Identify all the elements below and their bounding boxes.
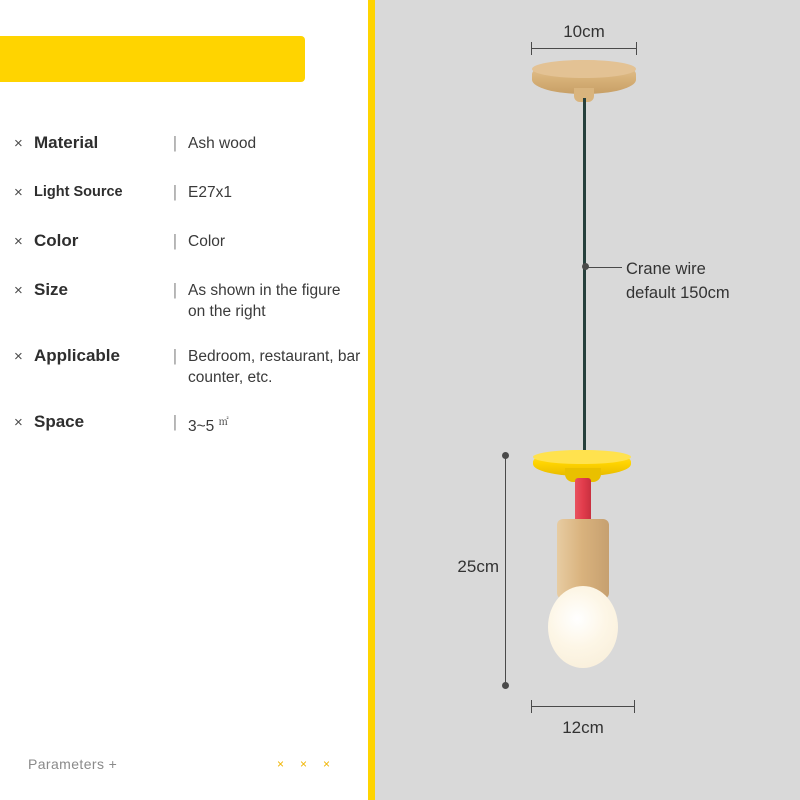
- callout-line: [586, 267, 622, 268]
- product-diagram-panel: [375, 0, 800, 800]
- spec-value-space-unit: ㎡: [218, 417, 229, 428]
- dimension-label-bottom: 12cm: [562, 718, 604, 737]
- spec-value-applicable: Bedroom, restaurant, bar counter, etc.: [188, 348, 361, 386]
- dimension-line-top: [531, 48, 637, 49]
- spec-label-light-source: Light Source: [34, 184, 123, 200]
- specification-list: [14, 130, 364, 458]
- spec-value-space: [188, 409, 229, 437]
- spec-label-color: Color: [34, 231, 79, 250]
- dimension-line-vertical: [505, 455, 506, 686]
- spec-divider: |: [172, 346, 178, 365]
- cross-icon: ×: [14, 135, 23, 152]
- spec-divider: |: [172, 412, 178, 431]
- spec-row-size: [14, 277, 364, 322]
- cross-icon: ×: [14, 233, 23, 250]
- cross-icon: ×: [14, 348, 23, 365]
- spec-row-applicable: [14, 343, 364, 388]
- spec-label-material: Material: [34, 133, 99, 152]
- vertical-separator: [368, 0, 375, 800]
- spec-value-light-source: E27x1: [188, 184, 232, 201]
- dot-icon-2: ×: [299, 757, 307, 771]
- spec-row-color: [14, 228, 364, 256]
- dot-icon-1: ×: [276, 757, 284, 771]
- cross-icon: ×: [14, 282, 23, 299]
- cross-icon: ×: [14, 414, 23, 431]
- spec-divider: |: [172, 133, 178, 152]
- hanging-wire: [583, 98, 586, 450]
- callout-crane-wire-line1: Crane wire: [626, 260, 706, 278]
- yellow-canopy-plate-top: [533, 450, 631, 464]
- spec-row-space: [14, 409, 364, 437]
- spec-divider: |: [172, 231, 178, 250]
- dot-icon-3: ×: [322, 757, 330, 771]
- footer-bar: [28, 756, 348, 772]
- spec-value-size: As shown in the figure on the right: [188, 282, 341, 320]
- dimension-label-top: 10cm: [563, 22, 605, 41]
- footer-dots: [277, 758, 348, 770]
- spec-divider: |: [172, 182, 178, 201]
- spec-label-space: Space: [34, 412, 85, 431]
- spec-value-color: Color: [188, 233, 226, 250]
- spec-value-space-number: 3~5: [188, 418, 215, 436]
- spec-label-applicable: Applicable: [34, 346, 120, 365]
- dimension-dot-bottom: [502, 682, 509, 689]
- callout-crane-wire-line2: default 150cm: [626, 284, 730, 302]
- dimension-label-vertical: 25cm: [457, 557, 499, 576]
- spec-row-material: [14, 130, 364, 158]
- spec-row-light-source: [14, 179, 364, 207]
- spec-label-size: Size: [34, 280, 69, 299]
- callout-crane-wire: [626, 257, 730, 305]
- left-info-panel: [0, 0, 368, 800]
- light-bulb: [548, 586, 618, 668]
- dimension-line-bottom: [531, 706, 635, 707]
- footer-parameters-label[interactable]: Parameters +: [28, 756, 118, 772]
- ceiling-mount-top: [532, 60, 636, 78]
- yellow-banner: [0, 36, 305, 82]
- cross-icon: ×: [14, 184, 23, 201]
- spec-value-material: Ash wood: [188, 135, 257, 152]
- spec-divider: |: [172, 280, 178, 299]
